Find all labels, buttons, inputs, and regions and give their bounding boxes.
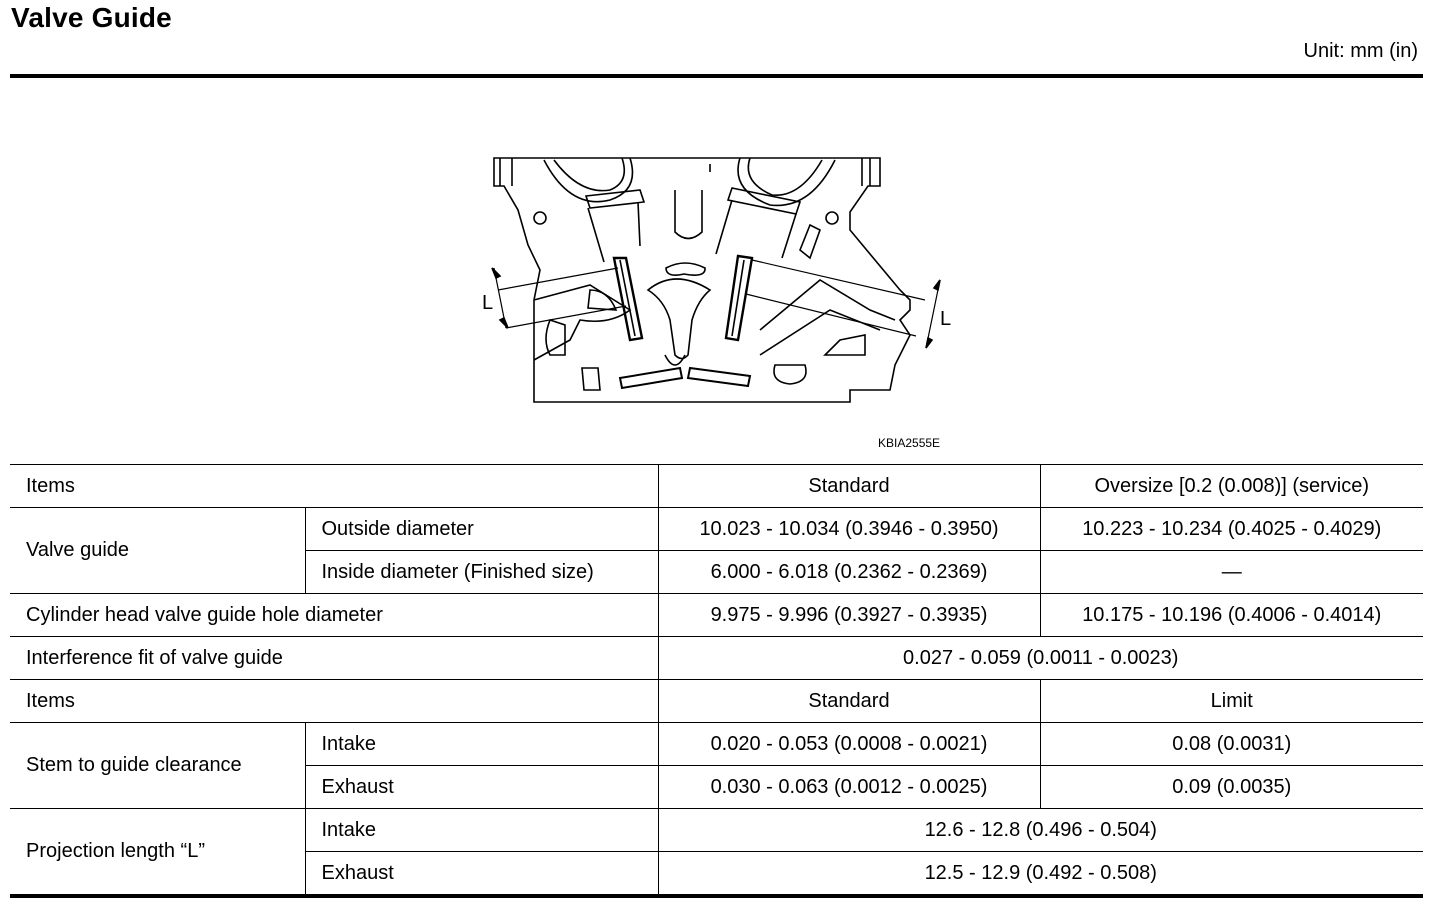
clearance-exhaust-label: Exhaust — [305, 766, 658, 809]
header-items-2: Items — [10, 680, 658, 723]
header-standard-2: Standard — [658, 680, 1040, 723]
unit-label: Unit: mm (in) — [1303, 40, 1418, 62]
clearance-intake-standard: 0.020 - 0.053 (0.0008 - 0.0021) — [658, 723, 1040, 766]
header-items: Items — [10, 465, 658, 508]
projection-exhaust-value: 12.5 - 12.9 (0.492 - 0.508) — [658, 852, 1423, 897]
inside-diameter-oversize: — — [1040, 551, 1423, 594]
clearance-intake-limit: 0.08 (0.0031) — [1040, 723, 1423, 766]
table-row — [10, 508, 1423, 551]
header-oversize: Oversize [0.2 (0.008)] (service) — [1040, 465, 1423, 508]
dimension-label-right: L — [940, 308, 952, 330]
valve-guide-spec-table — [10, 464, 1423, 898]
title-divider — [10, 74, 1423, 78]
outside-diameter-standard: 10.023 - 10.034 (0.3946 - 0.3950) — [658, 508, 1040, 551]
table-header-row — [10, 465, 1423, 508]
inside-diameter-label: Inside diameter (Finished size) — [305, 551, 658, 594]
projection-length-label: Projection length “L” — [10, 809, 305, 897]
valve-guide-label: Valve guide — [10, 508, 305, 594]
figure-code: KBIA2555E — [878, 436, 941, 450]
cylinder-head-diagram — [470, 150, 960, 415]
table-row — [10, 637, 1423, 680]
header-limit: Limit — [1040, 680, 1423, 723]
projection-intake-label: Intake — [305, 809, 658, 852]
projection-intake-value: 12.6 - 12.8 (0.496 - 0.504) — [658, 809, 1423, 852]
table-row — [10, 594, 1423, 637]
outside-diameter-label: Outside diameter — [305, 508, 658, 551]
stem-clearance-label: Stem to guide clearance — [10, 723, 305, 809]
table-header-row — [10, 680, 1423, 723]
hole-diameter-oversize: 10.175 - 10.196 (0.4006 - 0.4014) — [1040, 594, 1423, 637]
hole-diameter-standard: 9.975 - 9.996 (0.3927 - 0.3935) — [658, 594, 1040, 637]
hole-diameter-label: Cylinder head valve guide hole diameter — [10, 594, 658, 637]
projection-exhaust-label: Exhaust — [305, 852, 658, 897]
dimension-label-left: L — [482, 292, 494, 314]
interference-fit-label: Interference fit of valve guide — [10, 637, 658, 680]
clearance-exhaust-limit: 0.09 (0.0035) — [1040, 766, 1423, 809]
table-row — [10, 723, 1423, 766]
inside-diameter-standard: 6.000 - 6.018 (0.2362 - 0.2369) — [658, 551, 1040, 594]
clearance-exhaust-standard: 0.030 - 0.063 (0.0012 - 0.0025) — [658, 766, 1040, 809]
outside-diameter-oversize: 10.223 - 10.234 (0.4025 - 0.4029) — [1040, 508, 1423, 551]
clearance-intake-label: Intake — [305, 723, 658, 766]
header-standard: Standard — [658, 465, 1040, 508]
page-title: Valve Guide — [11, 2, 172, 33]
cylinder-head-illustration — [470, 150, 960, 415]
interference-fit-value: 0.027 - 0.059 (0.0011 - 0.0023) — [658, 637, 1423, 680]
table-row — [10, 809, 1423, 852]
